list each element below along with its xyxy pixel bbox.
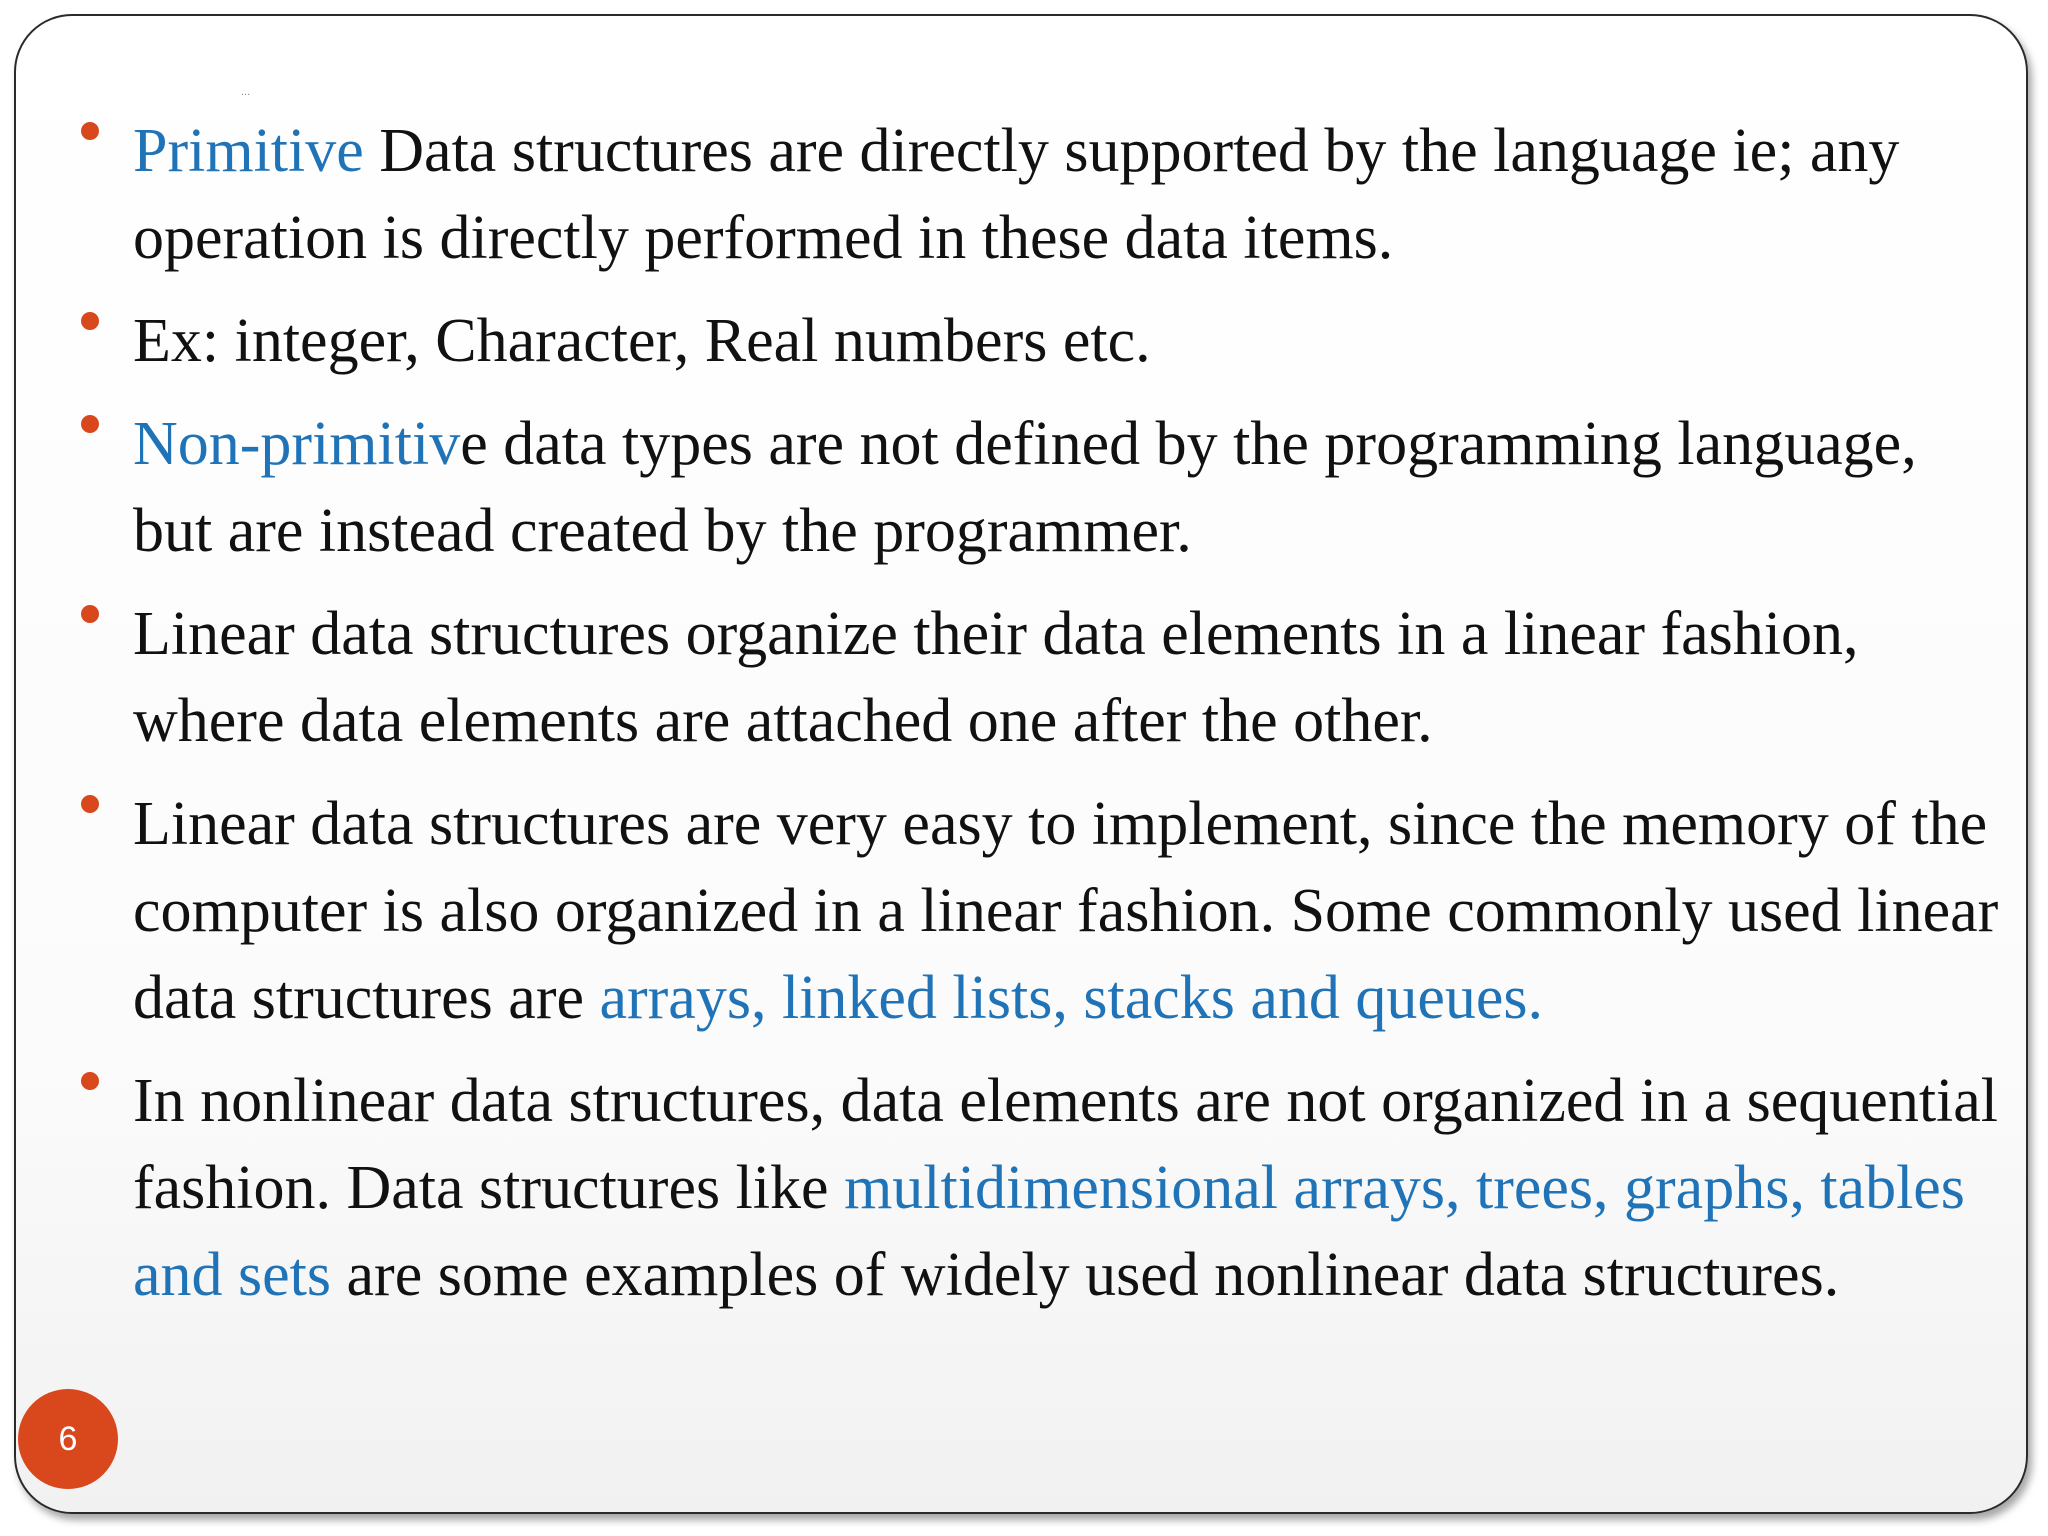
bullet-text: Linear data structures are very easy to implement, since the memory of the computer is also organized in a linear fashion. Some commonly used linear data structures are	[133, 790, 1999, 1032]
bullet-item-non-primitive	[16, 401, 2028, 575]
bullet-dot-icon	[81, 795, 99, 813]
slide-frame	[14, 14, 2028, 1514]
highlight-primitive: Primitive	[133, 117, 364, 185]
page-number-badge	[18, 1389, 118, 1489]
page-number: 6	[58, 1419, 78, 1458]
bullet-list	[16, 108, 2028, 1335]
bullet-text: In nonlinear data structures, data elements are not organized in a sequential fashion. Data structures like	[133, 1067, 1999, 1222]
corner-mark: ...	[241, 86, 251, 98]
bullet-item-linear-organize	[16, 591, 2028, 765]
bullet-dot-icon	[81, 312, 99, 330]
bullet-dot-icon	[81, 415, 99, 433]
bullet-item-nonlinear	[16, 1058, 2028, 1319]
highlight-non-primitive: Non-primitiv	[133, 410, 461, 478]
bullet-text: e data types are not defined by the programming language, but are instead created by the programmer.	[133, 410, 1917, 565]
bullet-dot-icon	[81, 605, 99, 623]
bullet-text: Ex: integer, Character, Real numbers etc.	[133, 307, 1151, 375]
bullet-item-linear-implement	[16, 781, 2028, 1042]
highlight-nonlinear-examples: multidimensional arrays, trees, graphs, tables and sets	[133, 1154, 1965, 1309]
bullet-item-primitive	[16, 108, 2028, 282]
bullet-text-end: are some examples of widely used nonlinear data structures.	[331, 1241, 1840, 1309]
bullet-dot-icon	[81, 122, 99, 140]
bullet-text: Linear data structures organize their data elements in a linear fashion, where data elements are attached one after the other.	[133, 600, 1859, 755]
bullet-text: Data structures are directly supported by the language ie; any operation is directly performed in these data items.	[133, 117, 1900, 272]
highlight-linear-examples: arrays, linked lists, stacks and queues.	[599, 964, 1544, 1032]
bullet-dot-icon	[81, 1072, 99, 1090]
bullet-item-examples	[16, 298, 2028, 385]
